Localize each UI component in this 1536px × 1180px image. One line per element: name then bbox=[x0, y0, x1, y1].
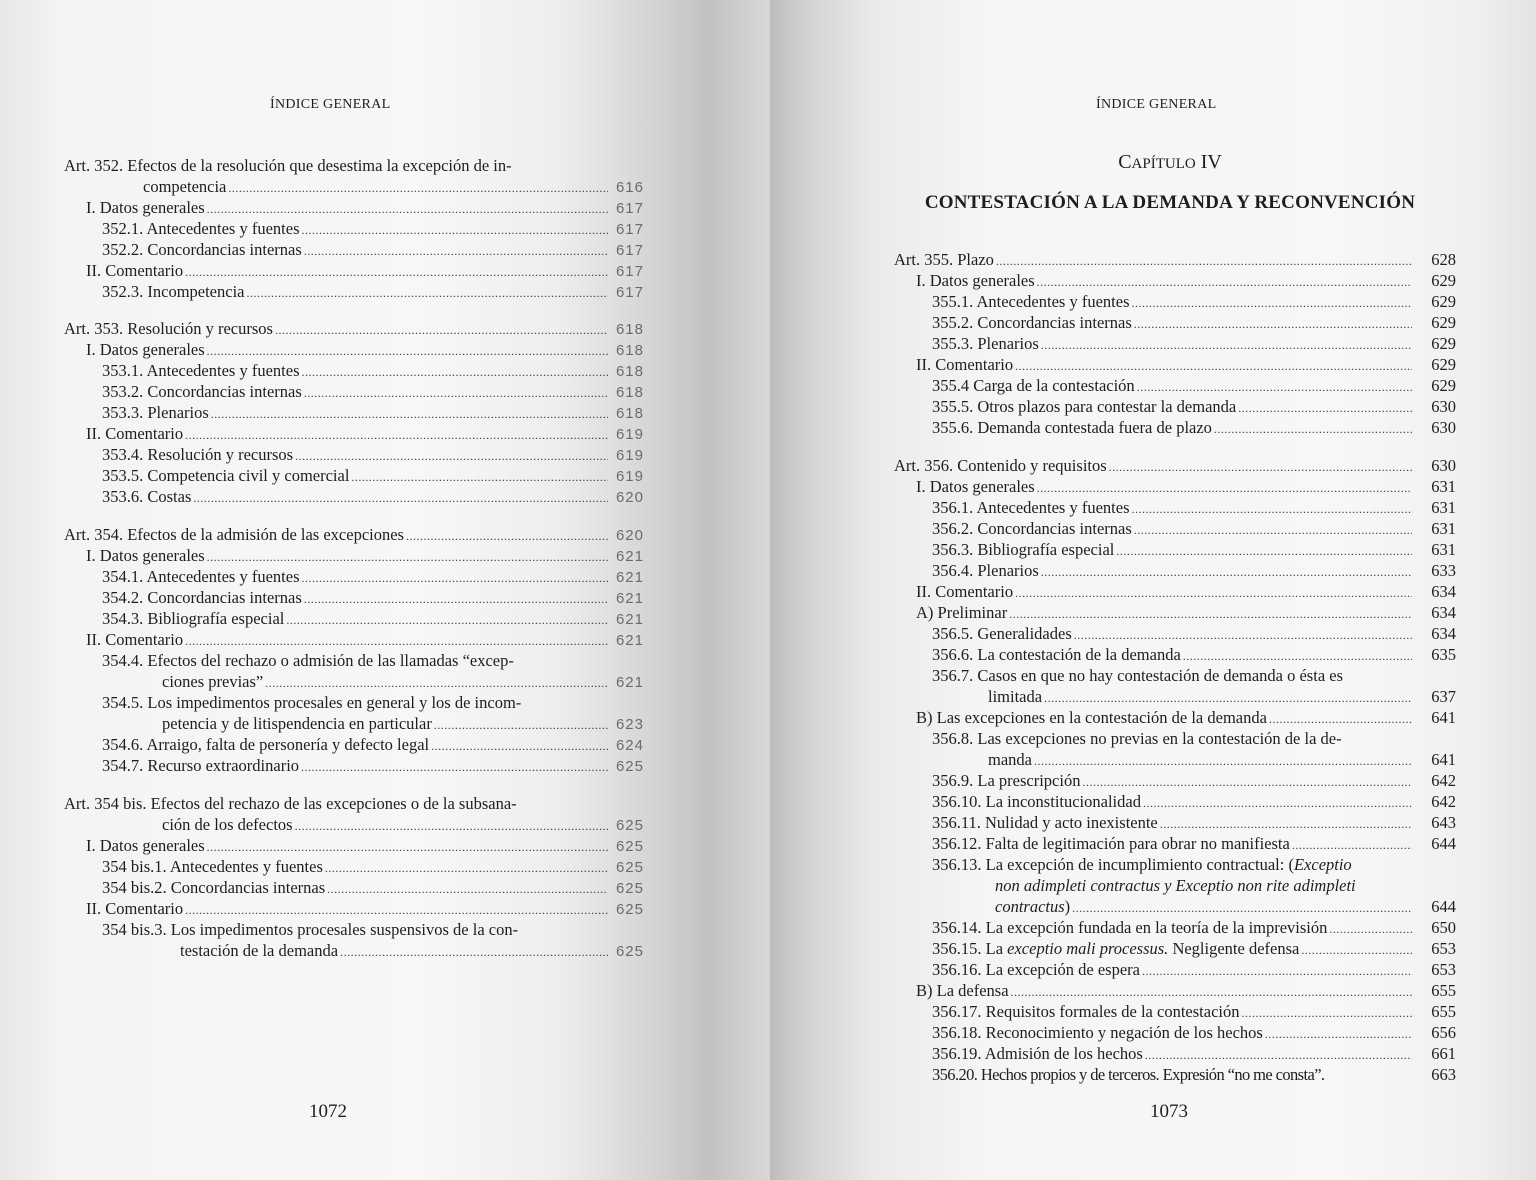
toc-entry: 355.1. Antecedentes y fuentes ..... 629 bbox=[932, 291, 1456, 312]
toc-entry: 355.5. Otros plazos para contestar la demanda ..... 630 bbox=[932, 396, 1456, 417]
toc-entry: ción de los defectos ..... 625 bbox=[162, 814, 644, 835]
toc-entry: 356.5. Generalidades ..... 634 bbox=[932, 623, 1456, 644]
toc-entry: ciones previas” ..... 621 bbox=[162, 671, 644, 692]
toc-entry: 354 bis.1. Antecedentes y fuentes ..... 625 bbox=[102, 856, 644, 877]
toc-entry: 356.16. La excepción de espera ..... 653 bbox=[932, 959, 1456, 980]
toc-entry: 354.7. Recurso extraordinario ..... 625 bbox=[102, 755, 644, 776]
toc-entry: 353.4. Resolución y recursos ..... 619 bbox=[102, 444, 644, 465]
toc-entry: Art. 354. Efectos de la admisión de las excepciones ..... 620 bbox=[64, 524, 644, 545]
toc-entry: I. Datos generales ..... 631 bbox=[916, 476, 1456, 497]
toc-entry: B) La defensa ..... 655 bbox=[916, 980, 1456, 1001]
toc-entry: 355.2. Concordancias internas ..... 629 bbox=[932, 312, 1456, 333]
toc-entry: 352.2. Concordancias internas ..... 617 bbox=[102, 239, 644, 260]
toc-entry: 355.6. Demanda contestada fuera de plazo ..... 630 bbox=[932, 417, 1456, 438]
toc-entry: 356.20. Hechos propios y de terceros. Expresión “no me consta”. 663 bbox=[932, 1065, 1456, 1084]
toc-entry: 356.17. Requisitos formales de la contestación ..... 655 bbox=[932, 1001, 1456, 1022]
page-number: 1073 bbox=[1150, 1101, 1188, 1122]
toc-entry-line: 354.5. Los impedimentos procesales en general y los de incom- bbox=[102, 693, 522, 712]
toc-entry: 355.4 Carga de la contestación ..... 629 bbox=[932, 375, 1456, 396]
running-head: ÍNDICE GENERAL bbox=[270, 97, 391, 112]
toc-entry-line: 356.8. Las excepciones no previas en la contestación de la de- bbox=[932, 729, 1342, 748]
toc-entry: limitada ..... 637 bbox=[988, 686, 1456, 707]
toc-entry: 356.9. La prescripción ..... 642 bbox=[932, 770, 1456, 791]
toc-entry-line: 354.4. Efectos del rechazo o admisión de las llamadas “excep- bbox=[102, 651, 514, 670]
toc-entry: 353.1. Antecedentes y fuentes ..... 618 bbox=[102, 360, 644, 381]
toc-entry: 354.3. Bibliografía especial ..... 621 bbox=[102, 608, 644, 629]
toc-entry: 356.4. Plenarios ..... 633 bbox=[932, 560, 1456, 581]
toc-entry: A) Preliminar ..... 634 bbox=[916, 602, 1456, 623]
toc-entry: contractus) ..... 644 bbox=[995, 896, 1456, 917]
toc-entry: 353.5. Competencia civil y comercial ..... 619 bbox=[102, 465, 644, 486]
toc-entry: 353.6. Costas ..... 620 bbox=[102, 486, 644, 507]
toc-entry: 354.1. Antecedentes y fuentes ..... 621 bbox=[102, 566, 644, 587]
toc-entry-line: 356.13. La excepción de incumplimiento contractual: (Exceptio bbox=[932, 855, 1352, 874]
toc-entry: 356.14. La excepción fundada en la teoría de la imprevisión ..... 650 bbox=[932, 917, 1456, 938]
toc-entry: 354 bis.2. Concordancias internas ..... 625 bbox=[102, 877, 644, 898]
toc-entry: 352.1. Antecedentes y fuentes ..... 617 bbox=[102, 218, 644, 239]
toc-entry: I. Datos generales ..... 617 bbox=[86, 197, 644, 218]
toc-entry: 353.3. Plenarios ..... 618 bbox=[102, 402, 644, 423]
toc-entry: manda ..... 641 bbox=[988, 749, 1456, 770]
toc-entry: I. Datos generales ..... 618 bbox=[86, 339, 644, 360]
running-head: ÍNDICE GENERAL bbox=[1096, 97, 1217, 112]
toc-entry: Art. 353. Resolución y recursos ..... 618 bbox=[64, 318, 644, 339]
toc-entry: II. Comentario ..... 634 bbox=[916, 581, 1456, 602]
chapter-title: CONTESTACIÓN A LA DEMANDA Y RECONVENCIÓN bbox=[924, 192, 1416, 213]
chapter-label: CAPÍTULO IV bbox=[1118, 151, 1222, 173]
toc-entry: 356.11. Nulidad y acto inexistente ..... 643 bbox=[932, 812, 1456, 833]
toc-entry: B) Las excepciones en la contestación de la demanda ..... 641 bbox=[916, 707, 1456, 728]
toc-entry: 356.12. Falta de legitimación para obrar no manifiesta ..... 644 bbox=[932, 833, 1456, 854]
page-number: 1072 bbox=[309, 1101, 347, 1122]
toc-entry-line: 356.7. Casos en que no hay contestación de demanda o ésta es bbox=[932, 666, 1344, 685]
toc-entry: II. Comentario ..... 625 bbox=[86, 898, 644, 919]
toc-entry: Art. 356. Contenido y requisitos ..... 630 bbox=[894, 455, 1456, 476]
toc-entry-line: Art. 352. Efectos de la resolución que desestima la excepción de in- bbox=[64, 156, 512, 175]
toc-entry: II. Comentario ..... 617 bbox=[86, 260, 644, 281]
toc-entry: 355.3. Plenarios ..... 629 bbox=[932, 333, 1456, 354]
toc-entry: I. Datos generales ..... 629 bbox=[916, 270, 1456, 291]
toc-entry: petencia y de litispendencia en particular ..... 623 bbox=[162, 713, 644, 734]
toc-entry: 354.2. Concordancias internas ..... 621 bbox=[102, 587, 644, 608]
toc-entry: testación de la demanda ..... 625 bbox=[180, 940, 644, 961]
toc-entry: II. Comentario ..... 621 bbox=[86, 629, 644, 650]
toc-entry: I. Datos generales ..... 625 bbox=[86, 835, 644, 856]
toc-entry: II. Comentario ..... 619 bbox=[86, 423, 644, 444]
toc-entry: 356.3. Bibliografía especial ..... 631 bbox=[932, 539, 1456, 560]
toc-entry: competencia ..... 616 bbox=[143, 176, 644, 197]
toc-entry: 356.18. Reconocimiento y negación de los hechos ..... 656 bbox=[932, 1022, 1456, 1043]
toc-entry-line: non adimpleti contractus y Exceptio non rite adimpleti bbox=[995, 876, 1356, 895]
toc-entry-line: 354 bis.3. Los impedimentos procesales suspensivos de la con- bbox=[102, 920, 519, 939]
toc-entry-line: Art. 354 bis. Efectos del rechazo de las excepciones o de la subsana- bbox=[64, 794, 517, 813]
toc-entry: 356.6. La contestación de la demanda ..... 635 bbox=[932, 644, 1456, 665]
toc-entry: 356.10. La inconstitucionalidad ..... 642 bbox=[932, 791, 1456, 812]
toc-entry: Art. 355. Plazo ..... 628 bbox=[894, 249, 1456, 270]
toc-entry: 356.2. Concordancias internas ..... 631 bbox=[932, 518, 1456, 539]
right-page bbox=[770, 0, 1536, 1180]
toc-entry: 352.3. Incompetencia ..... 617 bbox=[102, 281, 644, 302]
toc-entry: II. Comentario ..... 629 bbox=[916, 354, 1456, 375]
toc-entry: 354.6. Arraigo, falta de personería y defecto legal ..... 624 bbox=[102, 734, 644, 755]
toc-entry: I. Datos generales ..... 621 bbox=[86, 545, 644, 566]
toc-entry: 353.2. Concordancias internas ..... 618 bbox=[102, 381, 644, 402]
toc-entry: 356.15. La exceptio mali processus. Negligente defensa ..... 653 bbox=[932, 938, 1456, 959]
toc-entry: 356.19. Admisión de los hechos ..... 661 bbox=[932, 1043, 1456, 1064]
toc-entry: 356.1. Antecedentes y fuentes ..... 631 bbox=[932, 497, 1456, 518]
